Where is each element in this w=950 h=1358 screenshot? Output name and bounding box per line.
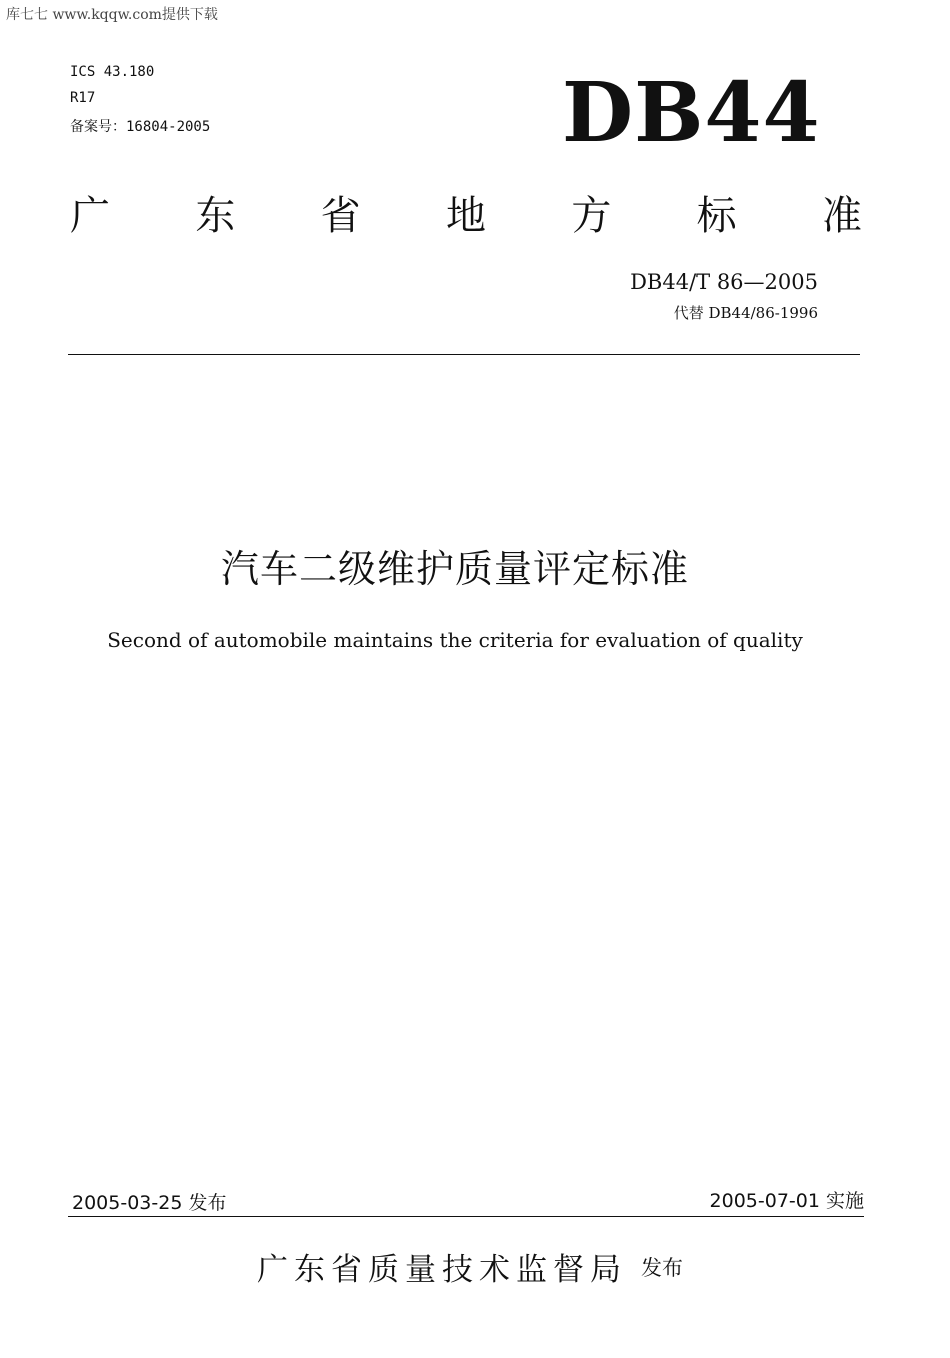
heading-char: 地 xyxy=(445,193,486,239)
title-english: Second of automobile maintains the criteria for evaluation of quality xyxy=(107,628,803,652)
heading-char: 方 xyxy=(571,193,612,239)
issuer-line xyxy=(0,1244,940,1289)
issuer-name: 广东省质量技术监督局 xyxy=(257,1252,627,1288)
watermark-text: 库七七 www.kqqw.com提供下载 xyxy=(6,7,218,23)
standard-number: DB44/T 86—2005 xyxy=(630,270,818,294)
heading-char: 省 xyxy=(320,193,361,239)
top-divider xyxy=(68,354,860,355)
bottom-divider xyxy=(68,1216,864,1217)
db44-logo: DB44 xyxy=(562,65,821,161)
heading-char: 广 xyxy=(70,193,110,239)
filing-number: 备案号：16804-2005 xyxy=(70,119,211,135)
issuer-suffix: 发布 xyxy=(641,1255,683,1280)
heading-char: 东 xyxy=(195,193,236,239)
title-chinese: 汽车二级维护质量评定标准 xyxy=(220,547,689,591)
local-standard-heading xyxy=(70,192,862,240)
ics-code: ICS 43.180 xyxy=(70,64,155,80)
implement-date: 2005-07-01 实施 xyxy=(709,1190,864,1212)
publish-date: 2005-03-25 发布 xyxy=(72,1192,227,1214)
classification-code: R17 xyxy=(70,90,96,106)
heading-char: 标 xyxy=(696,193,737,239)
replaces-standard: 代替 DB44/86-1996 xyxy=(673,304,818,322)
heading-char: 准 xyxy=(821,193,862,239)
